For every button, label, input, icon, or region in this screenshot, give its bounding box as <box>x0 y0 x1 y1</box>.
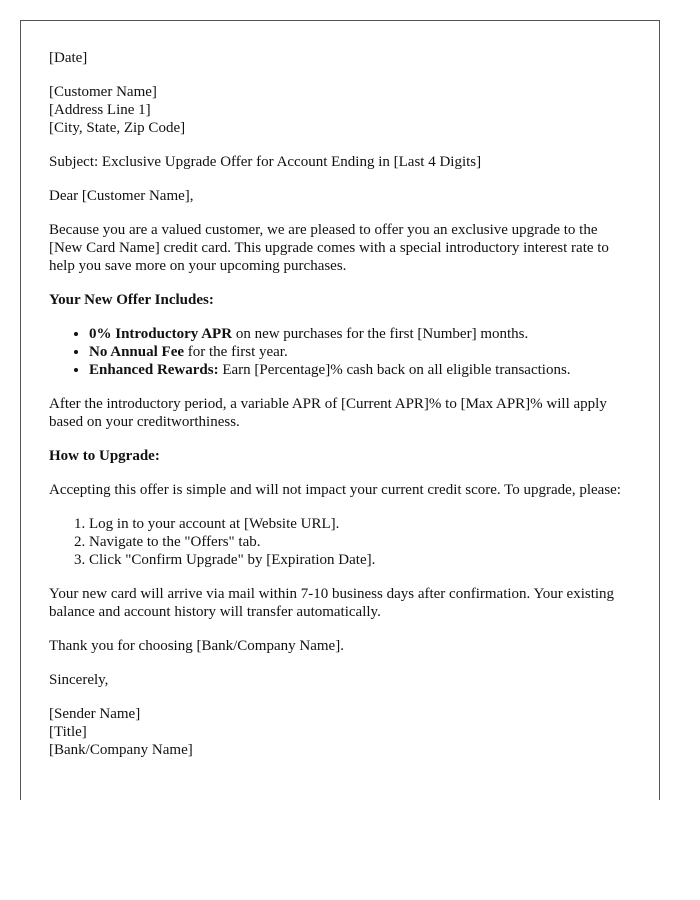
sender-company: [Bank/Company Name] <box>49 742 193 758</box>
recipient-name: [Customer Name] <box>49 84 157 100</box>
thanks-line: Thank you for choosing [Bank/Company Name]. <box>49 638 344 654</box>
letter <box>20 20 660 800</box>
upgrade-heading: How to Upgrade: <box>49 448 160 464</box>
upgrade-step: 3. Click "Confirm Upgrade" by [Expiration Date]. <box>89 551 631 569</box>
offer-item <box>89 325 631 343</box>
offer-item-text: Earn [Percentage]% cash back on all eligible transactions. <box>218 362 571 378</box>
intro-paragraph: Because you are a valued customer, we are pleased to offer you an exclusive upgrade to the [New Card Name] credit card. This upgrade comes with a special introductory interest rate to help you save more on your upcoming purchases. <box>49 222 609 274</box>
upgrade-intro: Accepting this offer is simple and will not impact your current credit score. To upgrade, please: <box>49 482 621 498</box>
offer-item-text: on new purchases for the first [Number] months. <box>232 326 529 342</box>
recipient-city-state-zip: [City, State, Zip Code] <box>49 120 186 136</box>
offer-item-bold: 0% Introductory APR <box>89 326 233 342</box>
sender-title: [Title] <box>49 724 87 740</box>
delivery-note: Your new card will arrive via mail within 7-10 business days after confirmation. Your existing balance and account history will transfer automatically. <box>49 586 615 620</box>
offer-item-bold: No Annual Fee <box>89 344 185 360</box>
recipient-address <box>49 83 631 137</box>
upgrade-steps <box>49 515 631 569</box>
offer-item-text: for the first year. <box>184 344 288 360</box>
offer-item-bold: Enhanced Rewards: <box>89 362 219 378</box>
offer-list <box>49 325 631 379</box>
offer-heading: Your New Offer Includes: <box>49 292 214 308</box>
letter-date: [Date] <box>49 50 88 66</box>
closing: Sincerely, <box>49 672 109 688</box>
offer-item <box>89 343 631 361</box>
sender-name: [Sender Name] <box>49 706 141 722</box>
subject-line: Subject: Exclusive Upgrade Offer for Account Ending in [Last 4 Digits] <box>49 154 482 170</box>
signature-block <box>49 705 631 759</box>
salutation: Dear [Customer Name], <box>49 188 194 204</box>
apr-note: After the introductory period, a variable APR of [Current APR]% to [Max APR]% will apply based on your creditworthiness. <box>49 396 607 430</box>
recipient-address-line1: [Address Line 1] <box>49 102 151 118</box>
offer-item <box>89 361 631 379</box>
upgrade-step: 1. Log in to your account at [Website URL]. <box>89 515 631 533</box>
upgrade-step: 2. Navigate to the "Offers" tab. <box>89 533 631 551</box>
